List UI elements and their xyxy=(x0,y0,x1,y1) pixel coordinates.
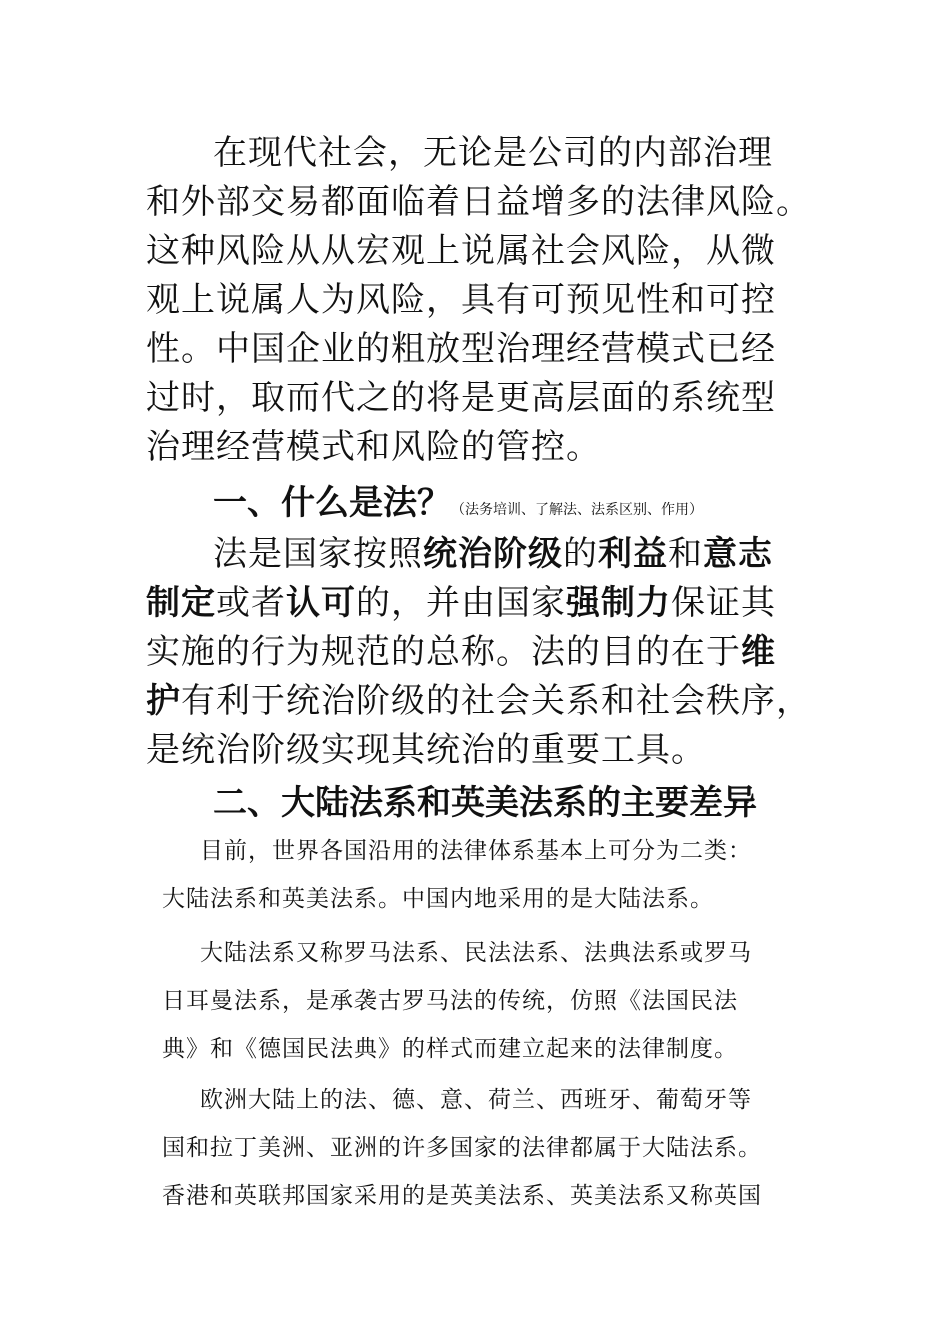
section2-heading: 二、大陆法系和英美法系的主要差异 xyxy=(213,783,757,823)
definition-text: 法是国家按照 xyxy=(213,534,423,574)
intro-line-2: 和外部交易都面临着日益增多的法律风险。 xyxy=(146,182,811,222)
section1-heading-note: （法务培训、了解法、法系区别、作用） xyxy=(451,502,703,518)
section1-heading: 一、什么是法？ xyxy=(213,483,451,523)
section2-line-7: 国和拉丁美洲、亚洲的许多国家的法律都属于大陆法系。 xyxy=(162,1135,762,1161)
definition-keyword: 维 xyxy=(741,632,776,672)
intro-line-4: 观上说属人为风险，具有可预见性和可控 xyxy=(146,280,776,320)
definition-line-3 xyxy=(146,632,776,672)
definition-keyword: 统治阶级 xyxy=(423,534,563,574)
definition-text: 实施的行为规范的总称。法的目的在于 xyxy=(146,632,741,672)
definition-keyword: 认可 xyxy=(286,583,356,623)
section2-line-5: 典》和《德国民法典》的样式而建立起来的法律制度。 xyxy=(162,1036,738,1062)
definition-keyword: 意志 xyxy=(703,534,773,574)
definition-text: 的，并由国家 xyxy=(356,583,566,623)
intro-line-1: 在现代社会，无论是公司的内部治理 xyxy=(213,133,773,173)
definition-text: 保证其 xyxy=(671,583,776,623)
section2-line-3: 大陆法系又称罗马法系、民法法系、法典法系或罗马 xyxy=(200,940,752,966)
section2-line-1: 目前，世界各国沿用的法律体系基本上可分为二类： xyxy=(200,838,752,864)
definition-keyword: 制定 xyxy=(146,583,216,623)
section2-line-4: 日耳曼法系，是承袭古罗马法的传统，仿照《法国民法 xyxy=(162,988,738,1014)
definition-line-2 xyxy=(146,583,776,623)
definition-line-1 xyxy=(213,534,773,574)
definition-text: 和 xyxy=(668,534,703,574)
intro-line-6: 过时，取而代之的将是更高层面的系统型 xyxy=(146,378,776,418)
definition-line-5: 是统治阶级实现其统治的重要工具。 xyxy=(146,730,706,770)
section2-line-6: 欧洲大陆上的法、德、意、荷兰、西班牙、葡萄牙等 xyxy=(200,1087,752,1113)
definition-text: 有利于统治阶级的社会关系和社会秩序， xyxy=(181,681,811,721)
section2-line-8: 香港和英联邦国家采用的是英美法系、英美法系又称英国 xyxy=(162,1183,762,1209)
definition-keyword: 利益 xyxy=(598,534,668,574)
intro-line-7: 治理经营模式和风险的管控。 xyxy=(146,427,601,467)
definition-text: 的 xyxy=(563,534,598,574)
definition-text: 或者 xyxy=(216,583,286,623)
definition-line-4 xyxy=(146,681,811,721)
definition-keyword: 强制力 xyxy=(566,583,671,623)
intro-line-5: 性。中国企业的粗放型治理经营模式已经 xyxy=(146,329,776,369)
section1-heading-line xyxy=(213,483,703,530)
definition-keyword: 护 xyxy=(146,681,181,721)
intro-line-3: 这种风险从从宏观上说属社会风险，从微 xyxy=(146,231,776,271)
section2-line-2: 大陆法系和英美法系。中国内地采用的是大陆法系。 xyxy=(162,886,714,912)
